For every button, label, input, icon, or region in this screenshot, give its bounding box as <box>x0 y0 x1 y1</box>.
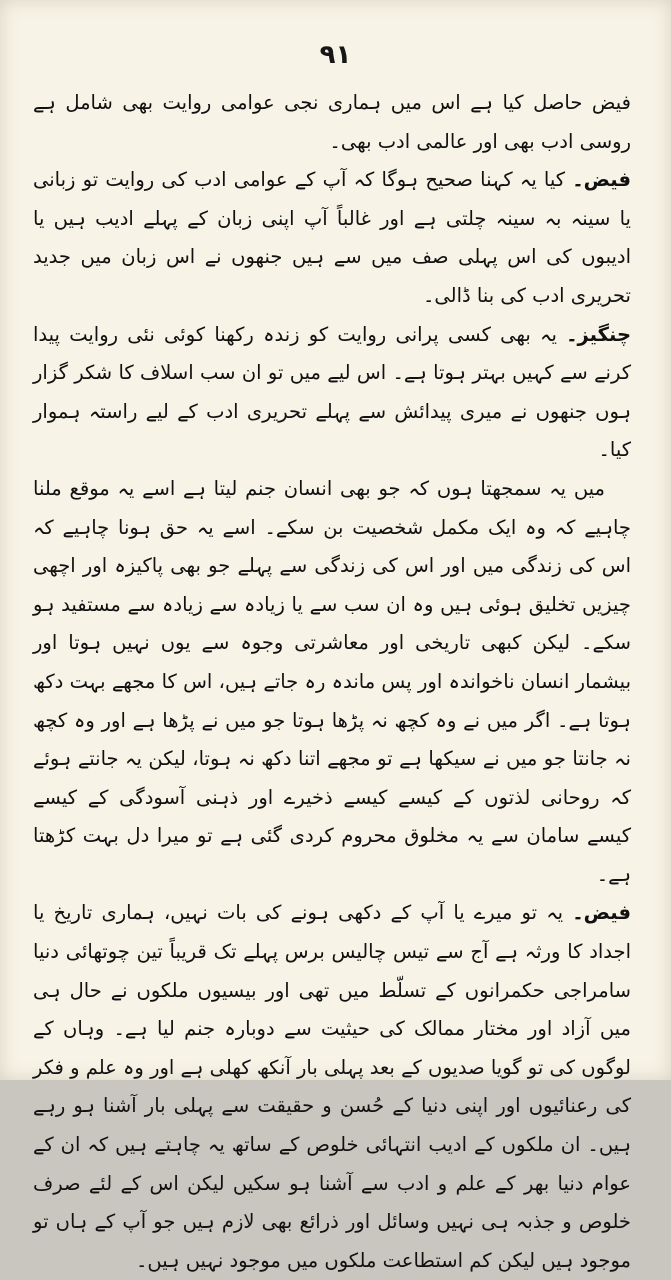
speaker-label: چنگیز۔ <box>566 322 631 346</box>
paragraph-text: یہ بھی کسی پرانی روایت کو زندہ رکھنا کوئی نئی روایت پیدا کرنے سے کہیں بہتر ہوتا ہے۔ اس لیے میں تو ان سب اسلاف کا شکر گزار ہوں جنھوں نے میری پیدائش سے پہلے تحریری ادب کے لیے راستہ ہموار کیا۔ <box>33 322 631 462</box>
speaker-label: فیض۔ <box>572 168 631 192</box>
paragraph <box>33 84 631 161</box>
paragraph-text: میں یہ سمجھتا ہوں کہ جو بھی انسان جنم لیتا ہے اسے یہ موقع ملنا چاہیے کہ وہ ایک مکمل شخصیت بن سکے۔ اسے یہ حق ہونا چاہیے کہ اس کی زندگی میں اور اس کی زندگی سے پہلے جو بھی پاکیزہ اور اچھی چیزیں تخلیق ہوئی ہیں وہ ان سب سے یا زیادہ سے زیادہ سے مستفید ہو سکے۔ لیکن کبھی تاریخی اور معاشرتی وجوہ سے یوں نہیں ہوتا اور بیشمار انسان ناخواندہ اور پس ماندہ رہ جاتے ہیں، اس کا مجھے بہت دکھ ہوتا ہے۔ اگر میں نے وہ کچھ نہ پڑھا ہوتا جو میں نے پڑھا ہے اور وہ کچھ نہ جانتا جو میں نے سیکھا ہے تو مجھے اتنا دکھ نہ ہوتا، لیکن یہ جانتے ہوئے کہ روحانی لذتوں کے کیسے کیسے ذخیرے اور ذہنی آسودگی کے کیسے کیسے سامان سے یہ مخلوق محروم کردی گئی ہے تو میرا دل بہت کڑھتا ہے۔ <box>33 476 631 886</box>
speaker-label: فیض۔ <box>572 901 631 925</box>
page-number: ٩١ <box>319 40 352 70</box>
paragraph <box>33 316 631 470</box>
paragraph-text: کیا یہ کہنا صحیح ہوگا کہ آپ کے عوامی ادب کی روایت تو زبانی یا سینہ بہ سینہ چلتی ہے اور غالباً آپ اپنی زبان کے پہلے ادیب ہیں یا ادیبوں کی اس پہلی صف میں سے ہیں جنھوں نے اس زبان میں جدید تحریری ادب کی بنا ڈالی۔ <box>33 168 631 307</box>
paragraph-text: یہ تو میرے یا آپ کے دکھی ہونے کی بات نہیں، ہماری تاریخ یا اجداد کا ورثہ ہے آج سے تیس چالیس برس پہلے تک قریباً تین چوتھائی دنیا سامراجی حکمرانوں کے تسلّط میں تھی اور بیسیوں ملکوں نے حال ہی میں آزاد اور مختار ممالک کی حیثیت سے دوبارہ جنم لیا ہے۔ وہاں کے لوگوں کی تو گویا صدیوں کے بعد پہلی بار آنکھ کھلی ہے اور وہ علم و فکر کی رعنائیوں اور اپنی دنیا کے حُسن و حقیقت سے پہلی بار آشنا ہو رہے ہیں۔ ان ملکوں کے ادیب انتہائی خلوص کے ساتھ یہ چاہتے ہیں کہ ان کے عوام دنیا بھر کے علم و ادب سے آشنا ہو سکیں لیکن اس کے لئے صرف خلوص و جذبہ ہی نہیں وسائل اور ذرائع بھی لازم ہیں جو آپ کے ہاں تو موجود ہیں لیکن کم استطاعت ملکوں میں موجود نہیں ہیں۔ <box>33 901 631 1272</box>
page-text-body <box>33 84 631 1280</box>
paragraph-text: فیض حاصل کیا ہے اس میں ہماری نجی عوامی روایت بھی شامل ہے روسی ادب بھی اور عالمی ادب بھی۔ <box>33 91 631 153</box>
paragraph <box>33 161 631 315</box>
paragraph <box>33 894 631 1280</box>
paragraph <box>33 470 631 895</box>
